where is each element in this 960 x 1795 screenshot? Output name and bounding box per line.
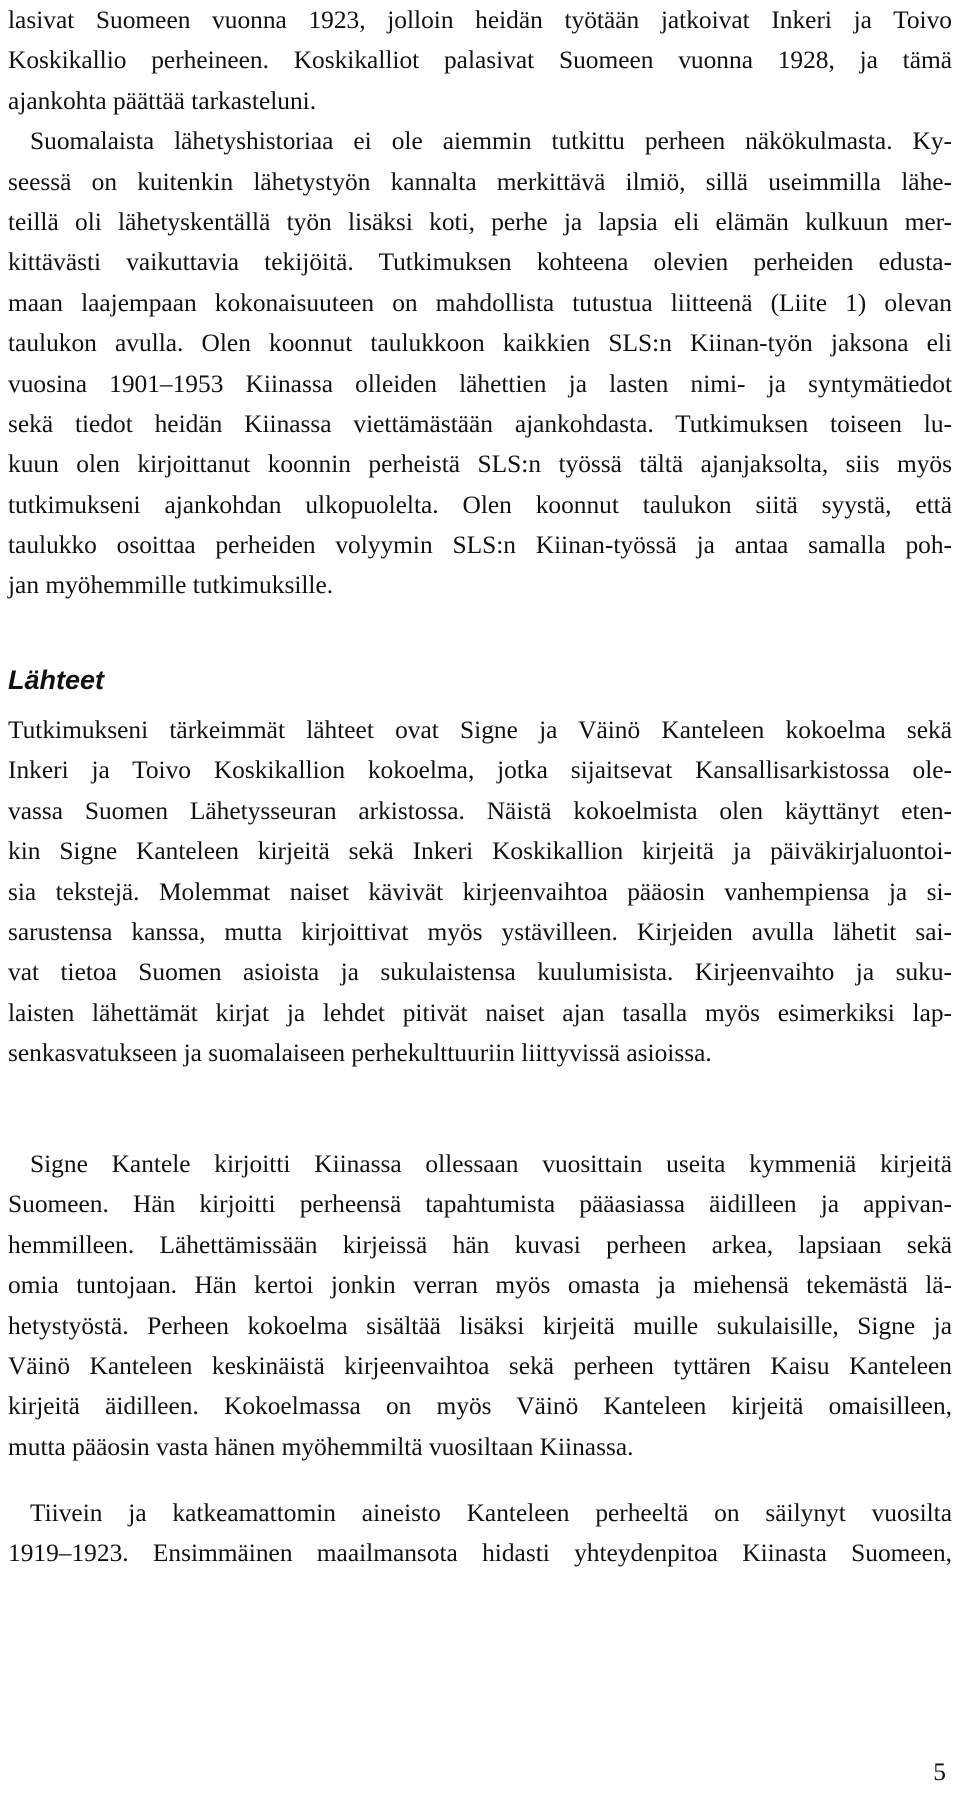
text-line: taulukko osoittaa perheiden volyymin SLS:n Kiinan-työssä ja antaa samalla poh-: [8, 531, 952, 560]
text-line: kin Signe Kanteleen kirjeitä sekä Inkeri Koskikallion kirjeitä ja päiväkirjaluontoi-: [8, 837, 952, 866]
text-line: Tutkimukseni tärkeimmät lähteet ovat Signe ja Väinö Kanteleen kokoelma sekä: [8, 716, 952, 744]
text-line: sia tekstejä. Molemmat naiset kävivät kirjeenvaihtoa pääosin vanhempiensa ja si-: [8, 877, 952, 906]
text-line: mutta pääosin vasta hänen myöhemmiltä vuosiltaan Kiinassa.: [8, 1432, 634, 1461]
text-line: senkasvatukseen ja suomalaiseen perhekulttuuriin liittyvissä asioissa.: [8, 1039, 712, 1068]
paragraph: [8, 0, 952, 121]
text-line: 1919–1923. Ensimmäinen maailmansota hidasti yhteydenpitoa Kiinasta Suomeen,: [8, 1539, 952, 1568]
text-line: jan myöhemmille tutkimuksille.: [8, 571, 334, 600]
text-line: sarustensa kanssa, mutta kirjoittivat myös ystävilleen. Kirjeiden avulla lähetit sai-: [8, 917, 952, 946]
paragraph: [8, 1493, 952, 1574]
text-line: kirjeitä äidilleen. Kokoelmassa on myös Väinö Kanteleen kirjeitä omaisilleen,: [8, 1392, 952, 1421]
text-line: taulukon avulla. Olen koonnut taulukkoon kaikkien SLS:n Kiinan-työn jaksona eli: [8, 329, 952, 358]
text-line: Suomeen. Hän kirjoitti perheensä tapahtumista pääasiassa äidilleen ja appivan-: [8, 1190, 952, 1219]
text-line: kittävästi vaikuttavia tekijöitä. Tutkimuksen kohteena olevien perheiden edusta-: [8, 248, 952, 277]
text-line: seessä on kuitenkin lähetystyön kannalta merkittävä ilmiö, sillä useimmilla lähe-: [8, 167, 952, 196]
paragraph: [8, 1144, 952, 1467]
text-line: vat tietoa Suomen asioista ja sukulaistensa kuulumisista. Kirjeenvaihto ja suku-: [8, 958, 952, 987]
text-line: sekä tiedot heidän Kiinassa viettämästään ajankohdasta. Tutkimuksen toiseen lu-: [8, 409, 952, 438]
text-line: Koskikallio perheineen. Koskikalliot palasivat Suomeen vuonna 1928, ja tämä: [8, 46, 952, 75]
paragraph: [8, 710, 952, 1074]
text-line: Suomalaista lähetyshistoriaa ei ole aiemmin tutkittu perheen näkökulmasta. Ky-: [30, 127, 952, 156]
section-heading: Lähteet: [8, 665, 105, 695]
text-line: ajankohta päättää tarkasteluni.: [8, 86, 317, 115]
page-number: 5: [933, 1758, 946, 1786]
text-line: hetystyöstä. Perheen kokoelma sisältää lisäksi kirjeitä muille sukulaisille, Signe ja: [8, 1311, 952, 1340]
text-line: Tiivein ja katkeamattomin aineisto Kanteleen perheeltä on säilynyt vuosilta: [30, 1499, 952, 1527]
text-line: vassa Suomen Lähetysseuran arkistossa. Näistä kokoelmista olen käyttänyt eten-: [8, 796, 952, 825]
text-line: Väinö Kanteleen keskinäistä kirjeenvaihtoa sekä perheen tyttären Kaisu Kanteleen: [8, 1351, 952, 1380]
text-line: omia tuntojaan. Hän kertoi jonkin verran myös omasta ja miehensä tekemästä lä-: [8, 1271, 952, 1300]
text-line: lasivat Suomeen vuonna 1923, jolloin heidän työtään jatkoivat Inkeri ja Toivo: [8, 6, 952, 34]
text-line: tutkimukseni ajankohdan ulkopuolelta. Olen koonnut taulukon siitä syystä, että: [8, 490, 952, 519]
text-line: maan laajempaan kokonaisuuteen on mahdollista tutustua liitteenä (Liite 1) olevan: [8, 288, 952, 317]
text-body-top: [8, 0, 952, 606]
text-line: Signe Kantele kirjoitti Kiinassa ollessaan vuosittain useita kymmeniä kirjeitä: [30, 1150, 952, 1178]
text-line: hemmilleen. Lähettämissään kirjeissä hän kuvasi perheen arkea, lapsiaan sekä: [8, 1230, 952, 1259]
text-line: Inkeri ja Toivo Koskikallion kokoelma, jotka sijaitsevat Kansallisarkistossa ole-: [8, 756, 952, 785]
paragraph: [8, 121, 952, 606]
text-line: laisten lähettämät kirjat ja lehdet pitivät naiset ajan tasalla myös esimerkiksi lap-: [8, 998, 952, 1027]
text-line: vuosina 1901–1953 Kiinassa olleiden lähettien ja lasten nimi- ja syntymätiedot: [8, 369, 952, 398]
text-line: teillä oli lähetyskentällä työn lisäksi koti, perhe ja lapsia eli elämän kulkuun mer-: [8, 207, 952, 236]
text-line: kuun olen kirjoittanut koonnin perheistä SLS:n työssä tältä ajanjaksolta, siis myös: [8, 450, 952, 479]
